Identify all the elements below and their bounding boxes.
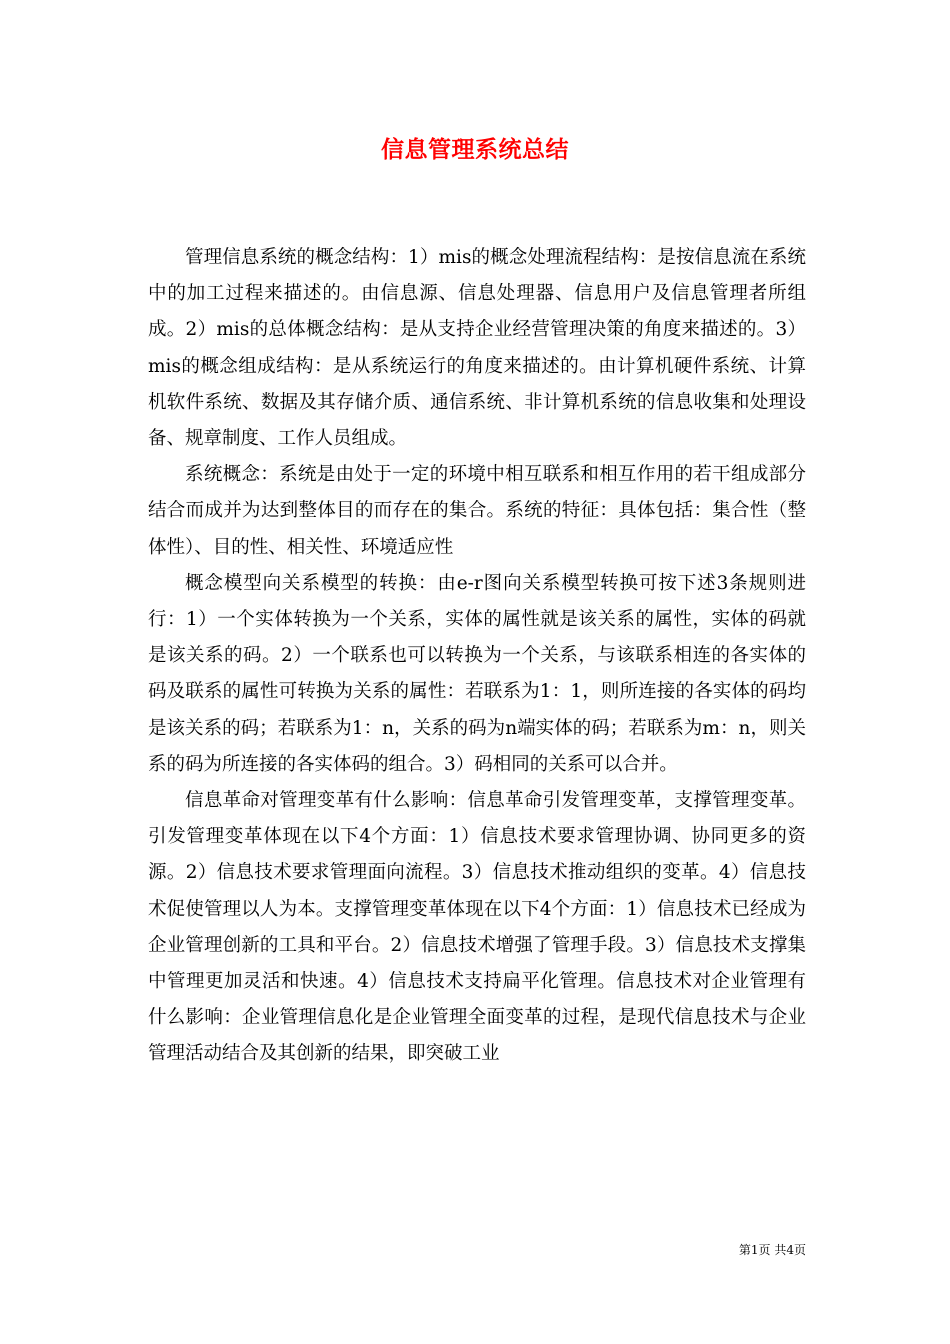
- paragraph-information-revolution: 信息革命对管理变革有什么影响：信息革命引发管理变革，支撑管理变革。引发管理变革体现在以下4个方面：1）信息技术要求管理协调、协同更多的资源。2）信息技术要求管理面向流程。3）信息技术推动组织的变革。4）信息技术促使管理以人为本。支撑管理变革体现在以下4个方面：1）信息技术已经成为企业管理创新的工具和平台。2）信息技术增强了管理手段。3）信息技术支撑集中管理更加灵活和快速。4）信息技术支持扁平化管理。信息技术对企业管理有什么影响：企业管理信息化是企业管理全面变革的过程，是现代信息技术与企业管理活动结合及其创新的结果，即突破工业: [148, 790, 806, 1065]
- paragraph-model-conversion: 概念模型向关系模型的转换：由e-r图向关系模型转换可按下述3条规则进行：1）一个实体转换为一个关系，实体的属性就是该关系的属性，实体的码就是该关系的码。2）一个联系也可以转换为一个关系，与该联系相连的各实体的码及联系的属性可转换为关系的属性：若联系为1：1，则所连接的各实体的码均是该关系的码；若联系为1：n，关系的码为n端实体的码；若联系为m：n，则关系的码为所连接的各实体码的组合。3）码相同的关系可以合并。: [148, 572, 806, 775]
- document-body: [148, 240, 806, 1073]
- paragraph-mis-concept-structure: 管理信息系统的概念结构：1）mis的概念处理流程结构：是按信息流在系统中的加工过程来描述的。由信息源、信息处理器、信息用户及信息管理者所组成。2）mis的总体概念结构：是从支持企业经营管理决策的角度来描述的。3）mis的概念组成结构：是从系统运行的角度来描述的。由计算机硬件系统、计算机软件系统、数据及其存储介质、通信系统、非计算机系统的信息收集和处理设备、规章制度、工作人员组成。: [148, 247, 806, 450]
- page-number-footer: 第1页 共4页: [738, 1243, 806, 1257]
- paragraph-system-concept: 系统概念：系统是由处于一定的环境中相互联系和相互作用的若干组成部分结合而成并为达到整体目的而存在的集合。系统的特征：具体包括：集合性（整体性）、目的性、相关性、环境适应性: [148, 464, 806, 558]
- document-title: 信息管理系统总结: [381, 136, 569, 163]
